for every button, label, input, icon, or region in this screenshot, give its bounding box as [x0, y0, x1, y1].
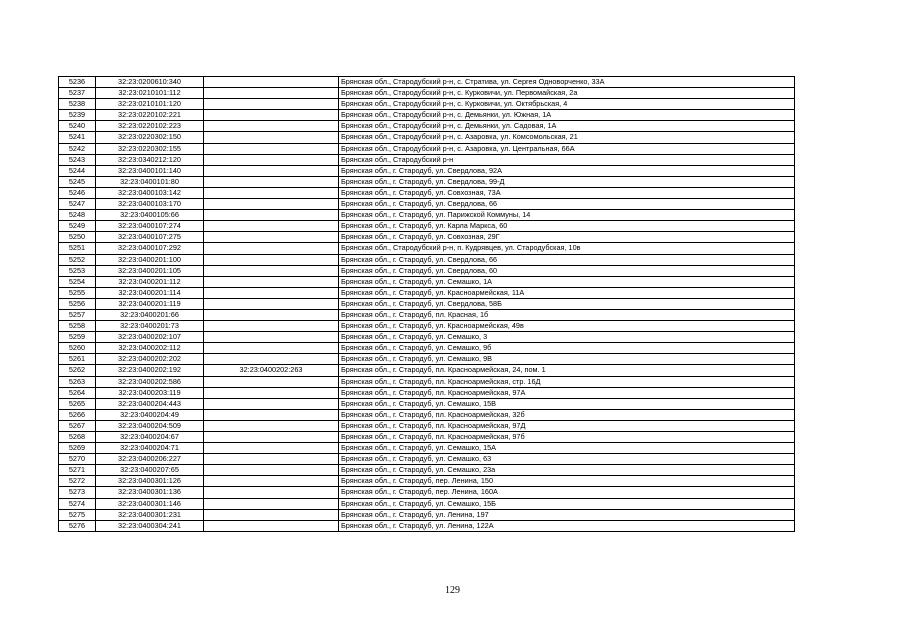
table-row [59, 387, 795, 398]
cadastral-number-cell: 32:23:0400201:119 [96, 298, 204, 309]
cadastral-number-cell: 32:23:0400301:126 [96, 476, 204, 487]
secondary-cadastral-cell [204, 443, 339, 454]
secondary-cadastral-cell [204, 176, 339, 187]
table-row [59, 187, 795, 198]
secondary-cadastral-cell [204, 243, 339, 254]
address-cell: Брянская обл., Стародубский р-н, с. Демьянки, ул. Южная, 1А [339, 110, 795, 121]
secondary-cadastral-cell [204, 199, 339, 210]
table-row [59, 443, 795, 454]
secondary-cadastral-cell [204, 487, 339, 498]
table-row [59, 121, 795, 132]
address-cell: Брянская обл., Стародубский р-н [339, 154, 795, 165]
row-number-cell: 5250 [59, 232, 96, 243]
secondary-cadastral-cell [204, 409, 339, 420]
cadastral-number-cell: 32:23:0400107:275 [96, 232, 204, 243]
cadastral-number-cell: 32:23:0400304:241 [96, 520, 204, 531]
table-row [59, 110, 795, 121]
cadastral-number-cell: 32:23:0340212:120 [96, 154, 204, 165]
table-row [59, 454, 795, 465]
cadastral-number-cell: 32:23:0400202:107 [96, 332, 204, 343]
row-number-cell: 5255 [59, 287, 96, 298]
cadastral-number-cell: 32:23:0210101:120 [96, 99, 204, 110]
secondary-cadastral-cell [204, 77, 339, 88]
row-number-cell: 5269 [59, 443, 96, 454]
table-row [59, 487, 795, 498]
address-cell: Брянская обл., Стародубский р-н, с. Азаровка, ул. Комсомольская, 21 [339, 132, 795, 143]
row-number-cell: 5276 [59, 520, 96, 531]
address-cell: Брянская обл., Стародубский р-н, с. Стратива, ул. Сергея Одноворченко, 33А [339, 77, 795, 88]
table-row [59, 398, 795, 409]
secondary-cadastral-cell [204, 343, 339, 354]
address-cell: Брянская обл., г. Стародуб, пл. Красноармейская, стр. 16Д [339, 376, 795, 387]
table-row [59, 232, 795, 243]
table-row [59, 376, 795, 387]
cadastral-number-cell: 32:23:0400202:192 [96, 365, 204, 376]
table-row [59, 354, 795, 365]
row-number-cell: 5242 [59, 143, 96, 154]
cadastral-number-cell: 32:23:0400206:227 [96, 454, 204, 465]
cadastral-number-cell: 32:23:0400103:142 [96, 187, 204, 198]
secondary-cadastral-cell [204, 99, 339, 110]
cadastral-number-cell: 32:23:0400301:231 [96, 509, 204, 520]
secondary-cadastral-cell [204, 454, 339, 465]
table-row [59, 276, 795, 287]
cadastral-number-cell: 32:23:0400202:586 [96, 376, 204, 387]
secondary-cadastral-cell [204, 298, 339, 309]
address-cell: Брянская обл., г. Стародуб, ул. Красноармейская, 49в [339, 321, 795, 332]
row-number-cell: 5273 [59, 487, 96, 498]
address-cell: Брянская обл., г. Стародуб, ул. Ленина, 197 [339, 509, 795, 520]
row-number-cell: 5268 [59, 432, 96, 443]
table-row [59, 176, 795, 187]
cadastral-number-cell: 32:23:0400204:67 [96, 432, 204, 443]
cadastral-number-cell: 32:23:0210101:112 [96, 88, 204, 99]
secondary-cadastral-cell [204, 376, 339, 387]
secondary-cadastral-cell [204, 332, 339, 343]
row-number-cell: 5238 [59, 99, 96, 110]
table-row [59, 332, 795, 343]
secondary-cadastral-cell [204, 321, 339, 332]
row-number-cell: 5274 [59, 498, 96, 509]
cadastral-number-cell: 32:23:0400101:80 [96, 176, 204, 187]
page-number: 129 [445, 585, 460, 596]
cadastral-number-cell: 32:23:0400201:100 [96, 254, 204, 265]
secondary-cadastral-cell [204, 132, 339, 143]
address-cell: Брянская обл., г. Стародуб, ул. Семашко, 63 [339, 454, 795, 465]
row-number-cell: 5259 [59, 332, 96, 343]
table-row [59, 199, 795, 210]
row-number-cell: 5262 [59, 365, 96, 376]
secondary-cadastral-cell [204, 110, 339, 121]
row-number-cell: 5243 [59, 154, 96, 165]
secondary-cadastral-cell [204, 254, 339, 265]
table-row [59, 498, 795, 509]
row-number-cell: 5237 [59, 88, 96, 99]
cadastral-number-cell: 32:23:0220102:223 [96, 121, 204, 132]
secondary-cadastral-cell [204, 476, 339, 487]
cadastral-number-cell: 32:23:0400103:170 [96, 199, 204, 210]
cadastral-number-cell: 32:23:0220302:150 [96, 132, 204, 143]
address-cell: Брянская обл., г. Стародуб, ул. Семашко, 1А [339, 276, 795, 287]
address-cell: Брянская обл., г. Стародуб, пер. Ленина, 160А [339, 487, 795, 498]
address-cell: Брянская обл., г. Стародуб, ул. Свердлова, 99-Д [339, 176, 795, 187]
secondary-cadastral-cell [204, 287, 339, 298]
secondary-cadastral-cell [204, 276, 339, 287]
cadastral-number-cell: 32:23:0400107:292 [96, 243, 204, 254]
address-cell: Брянская обл., Стародубский р-н, с. Курковичи, ул. Первомайская, 2а [339, 88, 795, 99]
table-row [59, 154, 795, 165]
table-row [59, 265, 795, 276]
row-number-cell: 5236 [59, 77, 96, 88]
row-number-cell: 5252 [59, 254, 96, 265]
table-row [59, 210, 795, 221]
secondary-cadastral-cell [204, 232, 339, 243]
row-number-cell: 5249 [59, 221, 96, 232]
registry-table-body [59, 77, 795, 532]
secondary-cadastral-cell [204, 420, 339, 431]
row-number-cell: 5263 [59, 376, 96, 387]
secondary-cadastral-cell [204, 88, 339, 99]
cadastral-number-cell: 32:23:0400101:140 [96, 165, 204, 176]
table-row [59, 409, 795, 420]
address-cell: Брянская обл., г. Стародуб, ул. Совхозная, 73А [339, 187, 795, 198]
address-cell: Брянская обл., г. Стародуб, ул. Семашко, 15Б [339, 498, 795, 509]
secondary-cadastral-cell [204, 309, 339, 320]
table-row [59, 298, 795, 309]
row-number-cell: 5256 [59, 298, 96, 309]
secondary-cadastral-cell [204, 165, 339, 176]
cadastral-number-cell: 32:23:0400301:136 [96, 487, 204, 498]
table-row [59, 143, 795, 154]
table-row [59, 99, 795, 110]
row-number-cell: 5248 [59, 210, 96, 221]
address-cell: Брянская обл., г. Стародуб, пл. Красноармейская, 32б [339, 409, 795, 420]
row-number-cell: 5270 [59, 454, 96, 465]
table-row [59, 321, 795, 332]
row-number-cell: 5253 [59, 265, 96, 276]
row-number-cell: 5272 [59, 476, 96, 487]
table-row [59, 165, 795, 176]
secondary-cadastral-cell [204, 520, 339, 531]
cadastral-number-cell: 32:23:0400201:73 [96, 321, 204, 332]
address-cell: Брянская обл., г. Стародуб, пл. Красноармейская, 97А [339, 387, 795, 398]
row-number-cell: 5240 [59, 121, 96, 132]
row-number-cell: 5254 [59, 276, 96, 287]
address-cell: Брянская обл., г. Стародуб, ул. Семашко, 9б [339, 343, 795, 354]
table-row [59, 309, 795, 320]
cadastral-number-cell: 32:23:0400203:119 [96, 387, 204, 398]
cadastral-number-cell: 32:23:0400202:112 [96, 343, 204, 354]
address-cell: Брянская обл., г. Стародуб, ул. Красноармейская, 11А [339, 287, 795, 298]
row-number-cell: 5260 [59, 343, 96, 354]
row-number-cell: 5271 [59, 465, 96, 476]
row-number-cell: 5239 [59, 110, 96, 121]
row-number-cell: 5247 [59, 199, 96, 210]
table-row [59, 132, 795, 143]
table-row [59, 476, 795, 487]
table-row [59, 520, 795, 531]
table-row [59, 365, 795, 376]
cadastral-number-cell: 32:23:0400201:105 [96, 265, 204, 276]
secondary-cadastral-cell [204, 465, 339, 476]
secondary-cadastral-cell [204, 354, 339, 365]
row-number-cell: 5245 [59, 176, 96, 187]
secondary-cadastral-cell [204, 498, 339, 509]
row-number-cell: 5261 [59, 354, 96, 365]
address-cell: Брянская обл., г. Стародуб, ул. Свердлова, 66 [339, 254, 795, 265]
row-number-cell: 5241 [59, 132, 96, 143]
row-number-cell: 5266 [59, 409, 96, 420]
table-row [59, 77, 795, 88]
cadastral-number-cell: 32:23:0400201:112 [96, 276, 204, 287]
address-cell: Брянская обл., г. Стародуб, ул. Семашко, 15А [339, 443, 795, 454]
address-cell: Брянская обл., г. Стародуб, ул. Семашко, 3 [339, 332, 795, 343]
table-row [59, 221, 795, 232]
registry-table [58, 76, 795, 532]
cadastral-number-cell: 32:23:0400204:509 [96, 420, 204, 431]
address-cell: Брянская обл., Стародубский р-н, п. Кудрявцев, ул. Стародубская, 10в [339, 243, 795, 254]
row-number-cell: 5275 [59, 509, 96, 520]
secondary-cadastral-cell: 32:23:0400202:263 [204, 365, 339, 376]
address-cell: Брянская обл., г. Стародуб, пл. Красноармейская, 97б [339, 432, 795, 443]
address-cell: Брянская обл., г. Стародуб, ул. Семашко, 15В [339, 398, 795, 409]
table-row [59, 420, 795, 431]
table-row [59, 243, 795, 254]
secondary-cadastral-cell [204, 265, 339, 276]
cadastral-number-cell: 32:23:0400201:114 [96, 287, 204, 298]
row-number-cell: 5251 [59, 243, 96, 254]
table-row [59, 254, 795, 265]
secondary-cadastral-cell [204, 398, 339, 409]
address-cell: Брянская обл., г. Стародуб, ул. Свердлова, 92А [339, 165, 795, 176]
secondary-cadastral-cell [204, 387, 339, 398]
table-row [59, 287, 795, 298]
cadastral-number-cell: 32:23:0400107:274 [96, 221, 204, 232]
table-row [59, 88, 795, 99]
row-number-cell: 5246 [59, 187, 96, 198]
address-cell: Брянская обл., г. Стародуб, пл. Красноармейская, 97Д [339, 420, 795, 431]
address-cell: Брянская обл., г. Стародуб, пер. Ленина, 150 [339, 476, 795, 487]
address-cell: Брянская обл., г. Стародуб, пл. Красная, 1б [339, 309, 795, 320]
row-number-cell: 5244 [59, 165, 96, 176]
secondary-cadastral-cell [204, 221, 339, 232]
cadastral-number-cell: 32:23:0400204:49 [96, 409, 204, 420]
address-cell: Брянская обл., г. Стародуб, ул. Семашко, 23а [339, 465, 795, 476]
cadastral-number-cell: 32:23:0400207:65 [96, 465, 204, 476]
table-row [59, 343, 795, 354]
address-cell: Брянская обл., г. Стародуб, ул. Ленина, 122А [339, 520, 795, 531]
table-row [59, 432, 795, 443]
address-cell: Брянская обл., Стародубский р-н, с. Курковичи, ул. Октябрьская, 4 [339, 99, 795, 110]
cadastral-number-cell: 32:23:0220102:221 [96, 110, 204, 121]
address-cell: Брянская обл., г. Стародуб, ул. Семашко, 9В [339, 354, 795, 365]
cadastral-number-cell: 32:23:0400301:146 [96, 498, 204, 509]
address-cell: Брянская обл., г. Стародуб, ул. Свердлова, 66 [339, 199, 795, 210]
row-number-cell: 5257 [59, 309, 96, 320]
cadastral-number-cell: 32:23:0220302:155 [96, 143, 204, 154]
table-row [59, 465, 795, 476]
cadastral-number-cell: 32:23:0400202:202 [96, 354, 204, 365]
row-number-cell: 5264 [59, 387, 96, 398]
table-row [59, 509, 795, 520]
address-cell: Брянская обл., г. Стародуб, ул. Парижской Коммуны, 14 [339, 210, 795, 221]
cadastral-number-cell: 32:23:0400105:66 [96, 210, 204, 221]
address-cell: Брянская обл., г. Стародуб, пл. Красноармейская, 24, пом. 1 [339, 365, 795, 376]
secondary-cadastral-cell [204, 509, 339, 520]
secondary-cadastral-cell [204, 143, 339, 154]
row-number-cell: 5265 [59, 398, 96, 409]
address-cell: Брянская обл., Стародубский р-н, с. Демьянки, ул. Садовая, 1А [339, 121, 795, 132]
cadastral-number-cell: 32:23:0400201:66 [96, 309, 204, 320]
secondary-cadastral-cell [204, 432, 339, 443]
row-number-cell: 5267 [59, 420, 96, 431]
secondary-cadastral-cell [204, 187, 339, 198]
cadastral-number-cell: 32:23:0400204:71 [96, 443, 204, 454]
row-number-cell: 5258 [59, 321, 96, 332]
secondary-cadastral-cell [204, 154, 339, 165]
cadastral-number-cell: 32:23:0200610:340 [96, 77, 204, 88]
address-cell: Брянская обл., Стародубский р-н, с. Азаровка, ул. Центральная, 66А [339, 143, 795, 154]
secondary-cadastral-cell [204, 210, 339, 221]
address-cell: Брянская обл., г. Стародуб, ул. Карла Маркса, 60 [339, 221, 795, 232]
secondary-cadastral-cell [204, 121, 339, 132]
address-cell: Брянская обл., г. Стародуб, ул. Свердлова, 60 [339, 265, 795, 276]
address-cell: Брянская обл., г. Стародуб, ул. Совхозная, 29Г [339, 232, 795, 243]
cadastral-number-cell: 32:23:0400204:443 [96, 398, 204, 409]
address-cell: Брянская обл., г. Стародуб, ул. Свердлова, 58Б [339, 298, 795, 309]
